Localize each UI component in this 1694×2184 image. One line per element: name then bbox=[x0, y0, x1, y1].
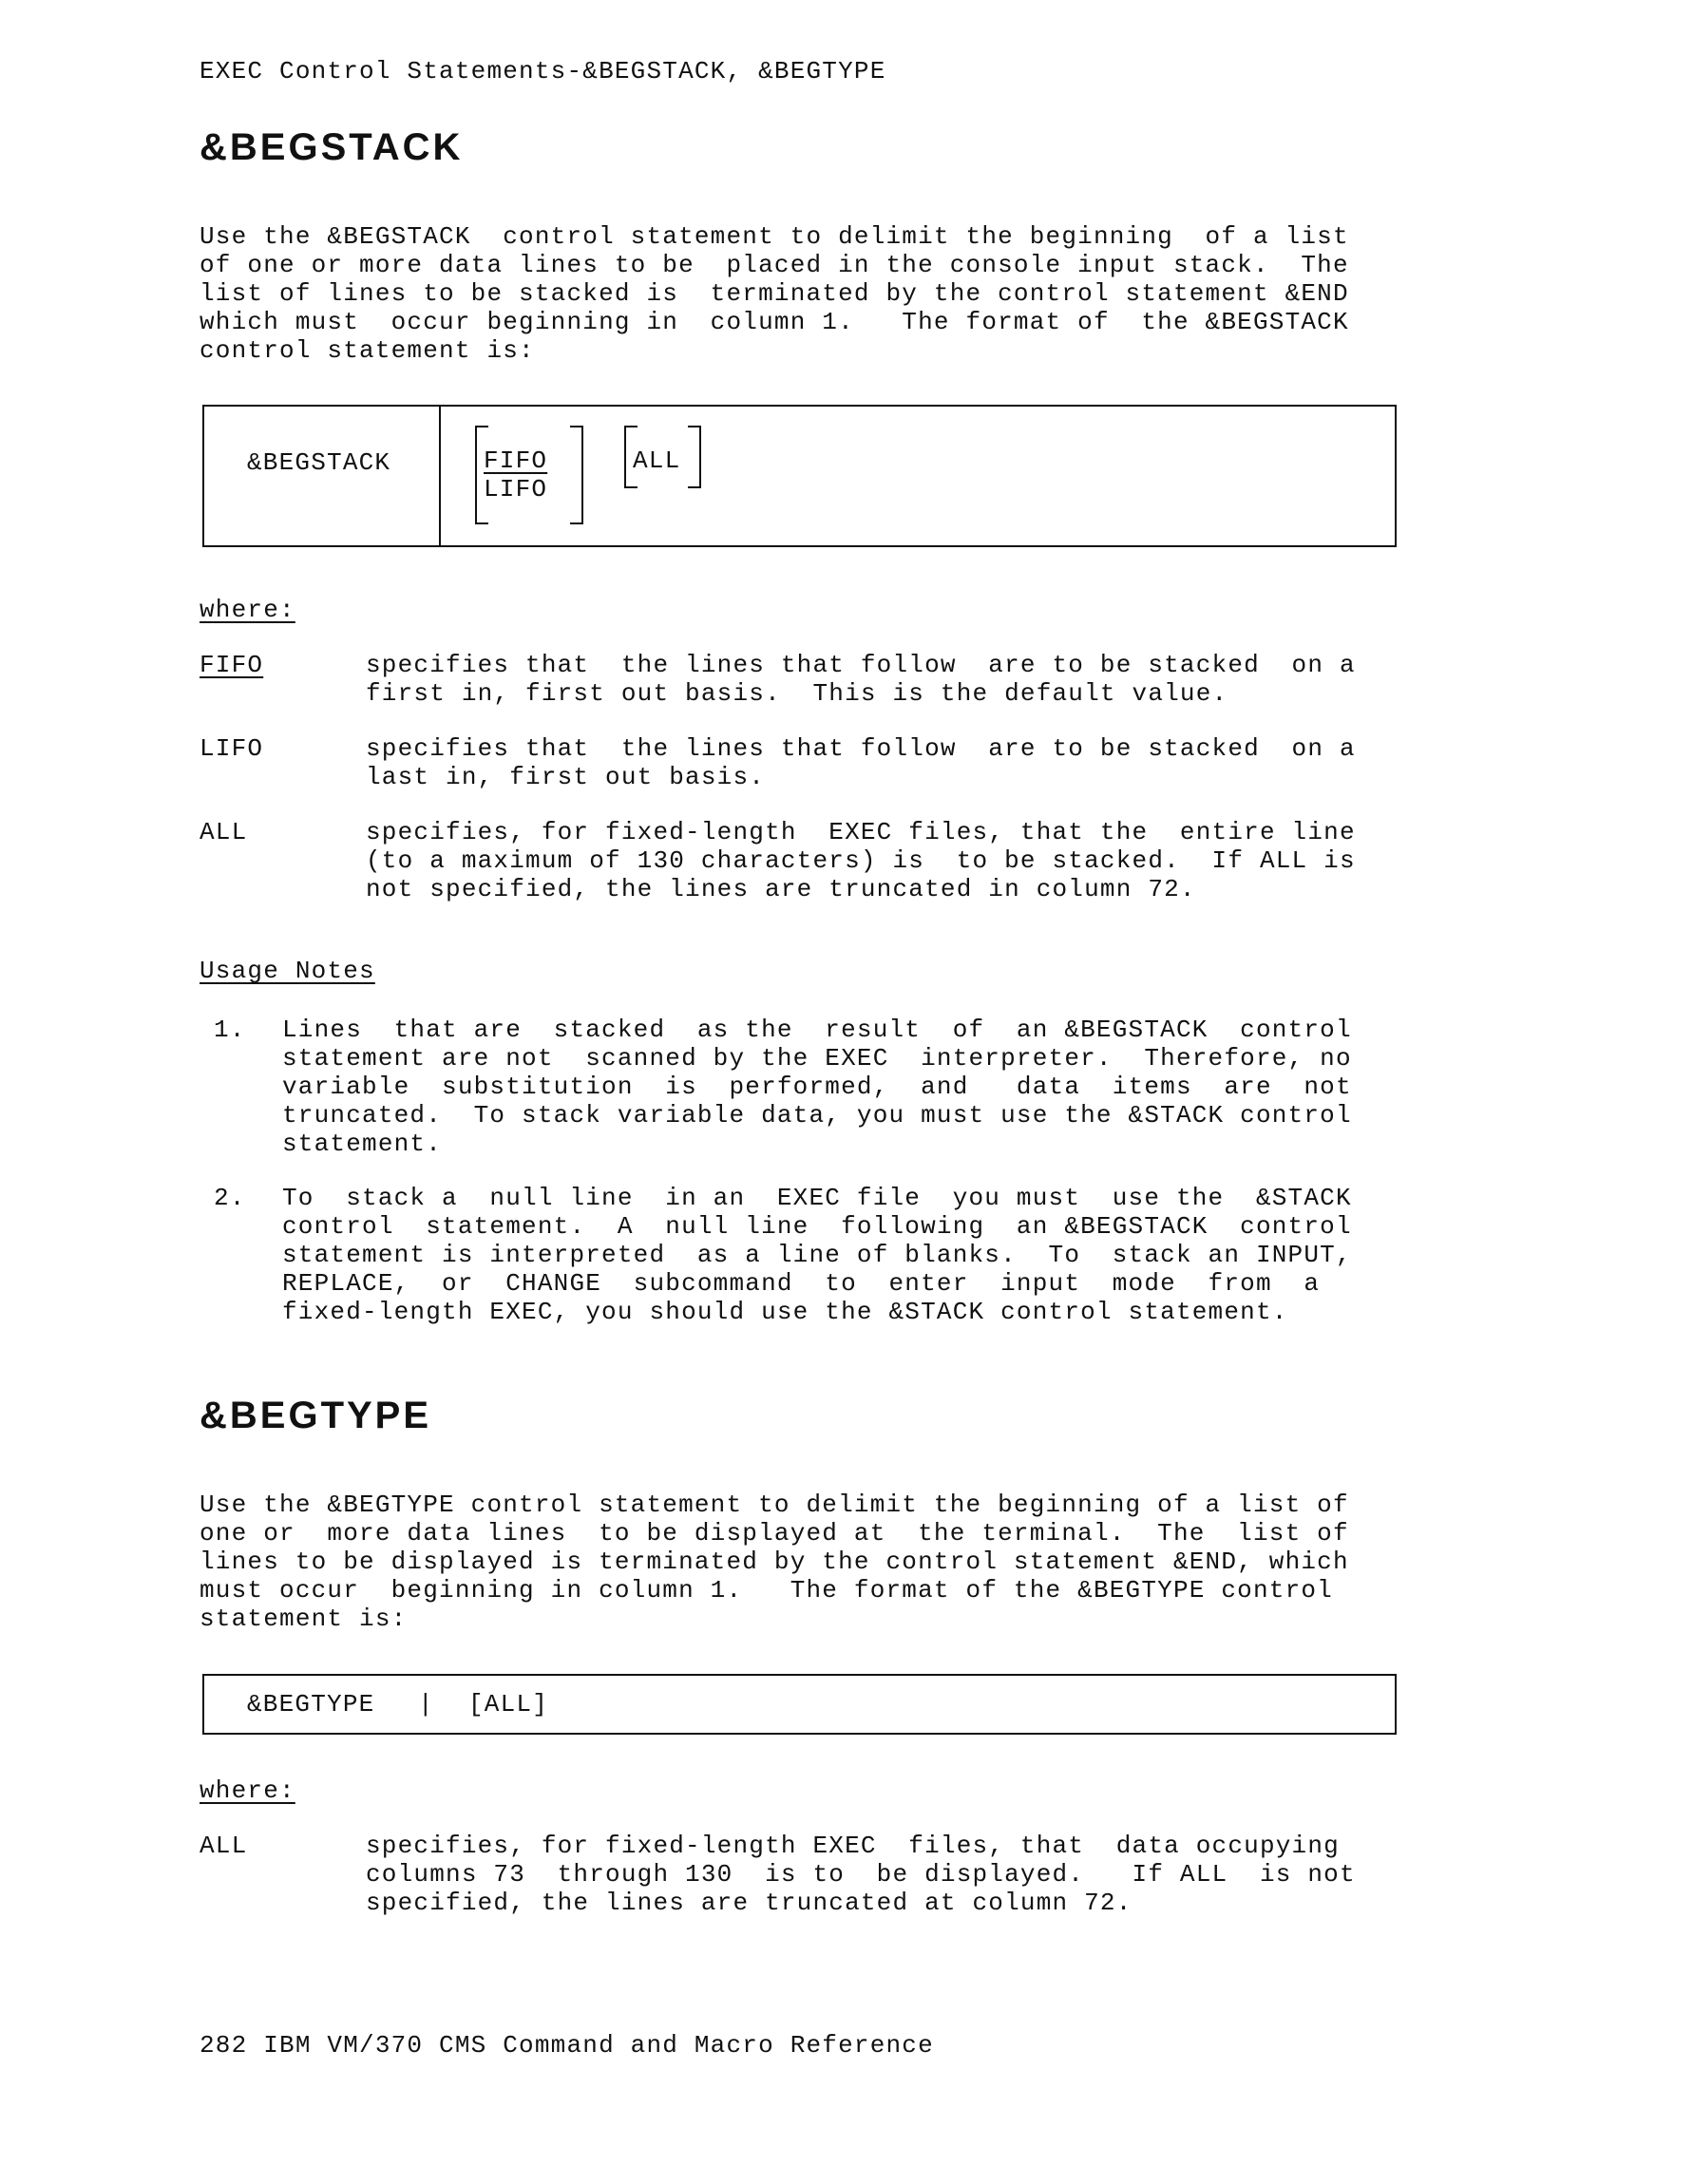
note-line: variable substitution is performed, and data items are not bbox=[282, 1073, 1352, 1101]
begstack-intro bbox=[200, 222, 1406, 365]
format-option-fifo: FIFO bbox=[484, 446, 548, 475]
intro-line: must occur beginning in column 1. The format of the &BEGTYPE control bbox=[200, 1576, 1333, 1605]
option-bracket bbox=[624, 427, 701, 486]
note-line: statement. bbox=[282, 1130, 443, 1158]
section-heading-begstack: &BEGSTACK bbox=[200, 126, 464, 168]
section-heading-begtype: &BEGTYPE bbox=[200, 1395, 432, 1436]
begtype-format-box bbox=[202, 1674, 1397, 1735]
note-body bbox=[282, 1184, 1352, 1326]
definition-line: specified, the lines are truncated at column 72. bbox=[366, 1889, 1133, 1917]
note-line: To stack a null line in an EXEC file you must use the &STACK bbox=[282, 1184, 1352, 1212]
note-line: Lines that are stacked as the result of an &BEGSTACK control bbox=[282, 1016, 1352, 1044]
definition-body bbox=[366, 651, 1401, 708]
note-line: truncated. To stack variable data, you must use the &STACK control bbox=[282, 1101, 1352, 1130]
intro-line: Use the &BEGTYPE control statement to delimit the beginning of a list of bbox=[200, 1491, 1349, 1519]
where-label: where: bbox=[200, 1776, 295, 1805]
definition-line: last in, first out basis. bbox=[366, 763, 766, 791]
definition-body bbox=[366, 818, 1401, 903]
begstack-format-box bbox=[202, 405, 1397, 547]
note-line: REPLACE, or CHANGE subcommand to enter input mode from a bbox=[282, 1269, 1321, 1298]
note-line: statement is interpreted as a line of blanks. To stack an INPUT, bbox=[282, 1241, 1352, 1269]
definition-line: (to a maximum of 130 characters) is to be stacked. If ALL is bbox=[366, 846, 1356, 875]
format-statement: &BEGSTACK bbox=[247, 448, 391, 477]
note-line: fixed-length EXEC, you should use the &STACK control statement. bbox=[282, 1298, 1288, 1326]
intro-line: statement is: bbox=[200, 1605, 408, 1633]
format-statement: &BEGTYPE bbox=[247, 1690, 375, 1719]
format-divider bbox=[439, 407, 441, 545]
definition-line: specifies that the lines that follow are to be stacked on a bbox=[366, 651, 1356, 679]
format-option-lifo: LIFO bbox=[484, 475, 548, 503]
definition-term: FIFO bbox=[200, 651, 264, 679]
definition-body bbox=[366, 734, 1401, 791]
definition-line: specifies that the lines that follow are to be stacked on a bbox=[366, 734, 1356, 763]
begtype-intro bbox=[200, 1491, 1406, 1633]
usage-notes-label: Usage Notes bbox=[200, 957, 375, 985]
note-line: statement are not scanned by the EXEC interpreter. Therefore, no bbox=[282, 1044, 1352, 1073]
definition-line: specifies, for fixed-length EXEC files, that the entire line bbox=[366, 818, 1356, 846]
intro-line: one or more data lines to be displayed at the terminal. The list of bbox=[200, 1519, 1349, 1548]
definition-line: columns 73 through 130 is to be displayed. If ALL is not bbox=[366, 1860, 1356, 1889]
definition-term: ALL bbox=[200, 818, 248, 846]
definition-line: not specified, the lines are truncated in column 72. bbox=[366, 875, 1196, 903]
definition-line: specifies, for fixed-length EXEC files, that data occupying bbox=[366, 1832, 1340, 1860]
where-label: where: bbox=[200, 596, 295, 624]
page-footer: 282 IBM VM/370 CMS Command and Macro Reference bbox=[200, 2031, 934, 2060]
intro-line: lines to be displayed is terminated by the control statement &END, which bbox=[200, 1548, 1349, 1576]
intro-line: of one or more data lines to be placed in the console input stack. The bbox=[200, 251, 1349, 279]
intro-line: list of lines to be stacked is terminated by the control statement &END bbox=[200, 279, 1349, 308]
intro-line: Use the &BEGSTACK control statement to delimit the beginning of a list bbox=[200, 222, 1349, 251]
option-bracket bbox=[475, 427, 583, 522]
note-number: 2. bbox=[214, 1184, 246, 1212]
definition-term: ALL bbox=[200, 1832, 248, 1860]
definition-term: LIFO bbox=[200, 734, 264, 763]
intro-line: control statement is: bbox=[200, 336, 535, 365]
format-option-all: ALL bbox=[633, 446, 681, 475]
note-line: control statement. A null line following an &BEGSTACK control bbox=[282, 1212, 1352, 1241]
intro-line: which must occur beginning in column 1. The format of the &BEGSTACK bbox=[200, 308, 1349, 336]
note-number: 1. bbox=[214, 1016, 246, 1044]
note-body bbox=[282, 1016, 1352, 1158]
definition-body bbox=[366, 1832, 1401, 1917]
definition-line: first in, first out basis. This is the default value. bbox=[366, 679, 1228, 708]
running-header: EXEC Control Statements-&BEGSTACK, &BEGTYPE bbox=[200, 57, 886, 85]
format-separator: | bbox=[418, 1690, 434, 1719]
format-option-all: [ALL] bbox=[468, 1690, 549, 1719]
